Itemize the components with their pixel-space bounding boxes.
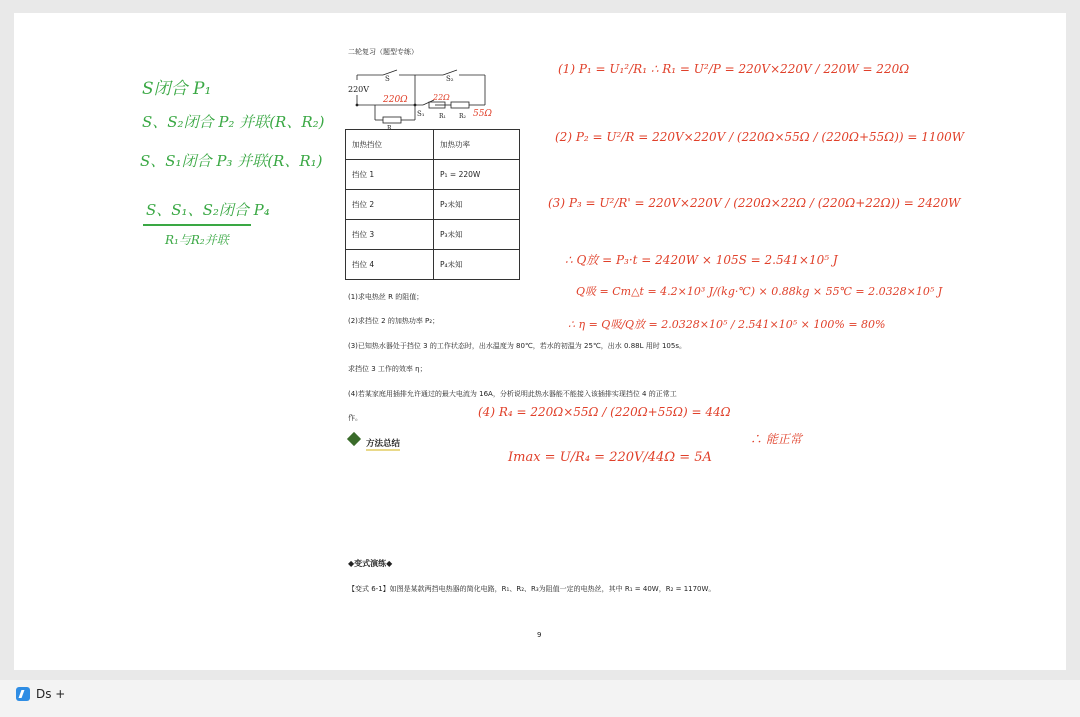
question-4: (4)若某家庭用插排允许通过的最大电流为 16A，分析说明此热水器能不能接入该插排实现挡位 4 的正常工 <box>348 390 677 398</box>
table-row <box>346 250 520 280</box>
hw-red-q3-efficiency: ∴ η = Q吸/Q放 = 2.0328×10⁵ / 2.541×10⁵ × 100% = 80% <box>568 318 886 331</box>
app-icon[interactable] <box>16 687 30 701</box>
app-label[interactable]: Ds + <box>36 687 66 701</box>
circuit-diagram <box>345 68 495 130</box>
table-cell: 挡位 3 <box>346 220 434 250</box>
table-row <box>346 190 520 220</box>
doc-header: 二轮复习（题型专练） <box>348 48 418 56</box>
hw-green-line-1: S闭合 P₁ <box>142 79 212 99</box>
hw-r2-value: 55Ω <box>473 109 492 119</box>
table-header-cell: 加热功率 <box>434 130 520 160</box>
hw-green-line-3: S、S₁闭合 P₃ 并联(R、R₁) <box>140 152 323 170</box>
table-header-cell: 加热挡位 <box>346 130 434 160</box>
table-cell: 挡位 2 <box>346 190 434 220</box>
resistor-r2-label: R₂ <box>459 113 466 120</box>
question-4-cont: 作。 <box>348 414 362 422</box>
table-cell: P₂未知 <box>434 190 520 220</box>
hw-green-line-5: R₁与R₂并联 <box>165 233 229 247</box>
switch-s1-label: S₁ <box>417 110 425 118</box>
resistor-r-label: R <box>387 125 392 130</box>
page-number: 9 <box>537 631 542 639</box>
hw-green-line-2: S、S₂闭合 P₂ 并联(R、R₂) <box>142 113 325 131</box>
question-1: (1)求电热丝 R 的阻值； <box>348 293 424 301</box>
hw-red-q3-heat-released: ∴ Q放 = P₃·t = 2420W × 105S = 2.541×10⁵ J <box>565 253 838 267</box>
method-summary-heading: 方法总结 <box>366 439 401 449</box>
table-cell: P₁ = 220W <box>434 160 520 190</box>
question-3: (3)已知热水器处于挡位 3 的工作状态时，出水温度为 80℃，若水的初温为 25℃，出水 0.88L 用时 105s。 <box>348 342 686 350</box>
table-cell: 挡位 4 <box>346 250 434 280</box>
switch-s2-label: S₂ <box>446 75 454 83</box>
hw-r1-value: 22Ω <box>433 93 450 102</box>
hw-r-value: 220Ω <box>383 95 408 105</box>
variant-heading: ◆变式演练◆ <box>348 559 393 568</box>
hw-green-underline <box>143 224 251 226</box>
hw-green-line-4: S、S₁、S₂闭合 P₄ <box>146 201 270 219</box>
hw-red-q3: (3) P₃ = U²/R' = 220V×220V / (220Ω×22Ω / (220Ω+22Ω)) = 2420W <box>548 196 961 210</box>
table-row <box>346 160 520 190</box>
table-header-row <box>346 130 520 160</box>
bottom-bar <box>0 680 1080 717</box>
hw-red-q4-r: (4) R₄ = 220Ω×55Ω / (220Ω+55Ω) = 44Ω <box>478 405 731 419</box>
hw-red-q2: (2) P₂ = U²/R = 220V×220V / (220Ω×55Ω / (220Ω+55Ω)) = 1100W <box>555 130 965 144</box>
switch-s-label: S <box>385 75 390 83</box>
voltage-label: 220V <box>348 85 370 94</box>
hw-red-q1: (1) P₁ = U₁²/R₁ ∴ R₁ = U²/P = 220V×220V / 220W = 220Ω <box>558 62 910 76</box>
hw-red-q3-heat-absorbed: Q吸 = Cm△t = 4.2×10³ J/(kg·℃) × 0.88kg × 55℃ = 2.0328×10⁵ J <box>576 285 943 298</box>
table-cell: 挡位 1 <box>346 160 434 190</box>
hw-red-q4-i: Imax = U/R₄ = 220V/44Ω = 5A <box>508 450 712 465</box>
hw-red-q4-conclusion: ∴ 能正常 <box>750 432 802 446</box>
power-table <box>345 129 520 280</box>
variant-text: 【变式 6-1】如图是某款两挡电热器的简化电路，R₁、R₂、R₃为阻值一定的电热丝，其中 R₁ = 40W，R₂ = 1170W。 <box>348 585 716 593</box>
question-2: (2)求挡位 2 的加热功率 P₂； <box>348 317 440 325</box>
table-row <box>346 220 520 250</box>
resistor-r1-label: R₁ <box>439 113 446 120</box>
table-cell: P₃未知 <box>434 220 520 250</box>
table-cell: P₄未知 <box>434 250 520 280</box>
question-3-cont: 求挡位 3 工作的效率 η； <box>348 365 427 373</box>
